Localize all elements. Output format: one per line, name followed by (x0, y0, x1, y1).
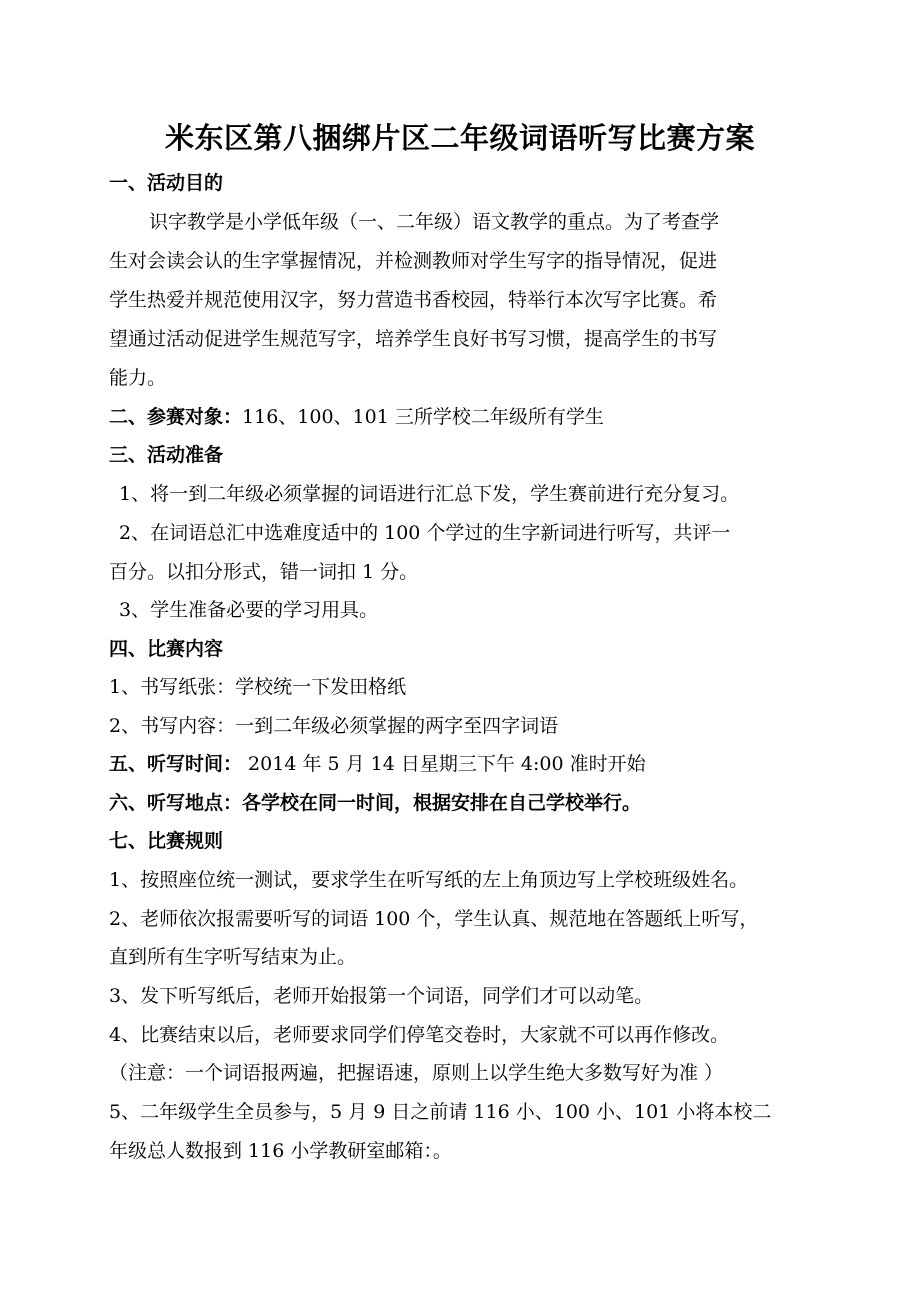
section-5-content: 2014 年 5 月 14 日星期三下午 4:00 准时开始 (242, 753, 646, 775)
section-1-paragraph-line: 学生热爱并规范使用汉字，努力营造书香校园，特举行本次写字比赛。希 (109, 289, 718, 311)
section-2-heading: 二、参赛对象： (109, 406, 243, 428)
section-6-heading: 六、听写地点：各学校在同一时间，根据安排在自己学校举行。 (109, 792, 642, 814)
section-3-item: 百分。以扣分形式，错一词扣 1 分。 (109, 561, 419, 583)
section-7-note: （注意：一个词语报两遍，把握语速，原则上以学生绝大多数写好为准 ） (109, 1062, 724, 1084)
section-1-heading: 一、活动目的 (109, 172, 224, 194)
section-1-paragraph-line: 能力。 (109, 367, 167, 389)
section-1-paragraph-line: 识字教学是小学低年级（一、二年级）语文教学的重点。为了考查学 (149, 211, 720, 233)
section-2-content: 116、100、101 三所学校二年级所有学生 (242, 406, 604, 428)
section-7-item: 3、发下听写纸后，老师开始报第一个词语，同学们才可以动笔。 (109, 985, 654, 1007)
section-7-item: 年级总人数报到 116 小学教研室邮箱：。 (109, 1140, 452, 1162)
section-4-heading: 四、比赛内容 (109, 638, 224, 660)
section-3-item: 3、学生准备必要的学习用具。 (119, 599, 379, 621)
section-5 (109, 752, 646, 776)
section-1-paragraph-line: 望通过活动促进学生规范写字，培养学生良好书写习惯，提高学生的书写 (109, 328, 718, 350)
section-7-item: 1、按照座位统一测试，要求学生在听写纸的左上角顶边写上学校班级姓名。 (109, 869, 749, 891)
section-2 (109, 405, 604, 429)
section-7-item: 4、比赛结束以后，老师要求同学们停笔交卷时，大家就不可以再作修改。 (109, 1024, 730, 1046)
section-7-item: 5、二年级学生全员参与，5 月 9 日之前请 116 小、100 小、101 小将本校二 (109, 1101, 772, 1123)
section-5-heading: 五、听写时间： (109, 753, 243, 775)
section-7-item: 2、老师依次报需要听写的词语 100 个，学生认真、规范地在答题纸上听写， (109, 908, 759, 930)
section-4-item: 2、书写内容：一到二年级必须掌握的两字至四字词语 (109, 715, 559, 737)
section-4-item: 1、书写纸张：学校统一下发田格纸 (109, 676, 407, 698)
document-title: 米东区第八捆绑片区二年级词语听写比赛方案 (165, 121, 756, 155)
section-3-item: 2、在词语总汇中选难度适中的 100 个学过的生字新词进行听写，共评一 (119, 522, 731, 544)
section-7-item: 直到所有生字听写结束为止。 (109, 946, 357, 968)
section-1-paragraph-line: 生对会读会认的生字掌握情况，并检测教师对学生写字的指导情况，促进 (109, 250, 718, 272)
section-3-heading: 三、活动准备 (109, 444, 224, 466)
section-7-heading: 七、比赛规则 (109, 830, 224, 852)
section-3-item: 1、将一到二年级必须掌握的词语进行汇总下发，学生赛前进行充分复习。 (119, 483, 740, 505)
